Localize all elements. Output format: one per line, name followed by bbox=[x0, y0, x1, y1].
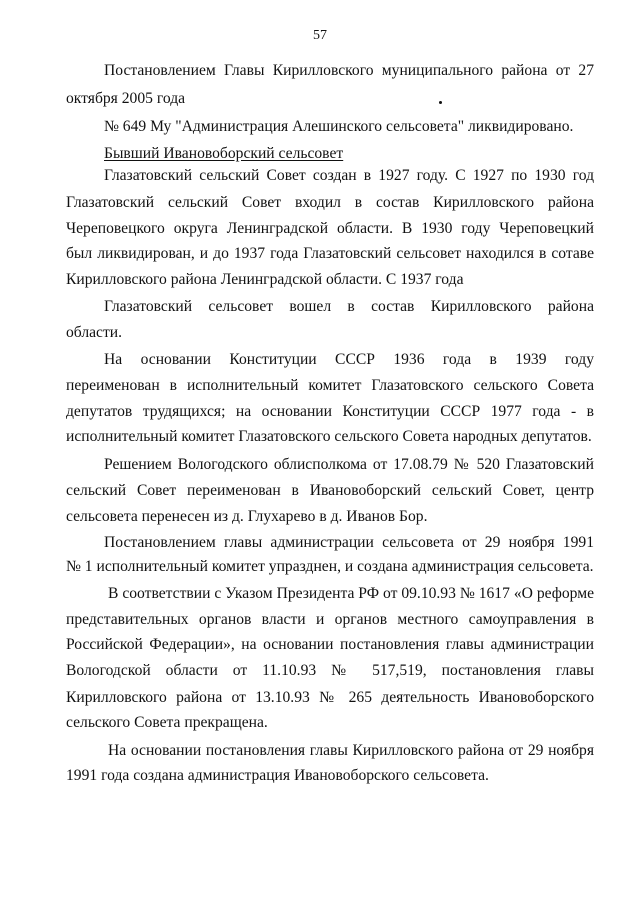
paragraph-line: На основании постановления главы Кирилловского района от 29 ноября bbox=[108, 742, 594, 759]
ink-speck bbox=[439, 101, 442, 104]
page-number: 57 bbox=[313, 28, 327, 43]
paragraph-line: Кирилловского района от 13.10.93 № 265 деятельность Ивановоборского bbox=[66, 689, 594, 706]
paragraph-line: Глазатовский сельсовет вошел в состав Кирилловского района bbox=[104, 298, 594, 315]
section-heading: Бывший Ивановоборский сельсовет bbox=[104, 145, 344, 162]
paragraph-line: сельского Совета прекращена. bbox=[66, 714, 268, 731]
paragraph-line: исполнительный комитет Глазатовского сельского Совета народных депутатов. bbox=[66, 428, 592, 445]
paragraph-line: № 1 исполнительный комитет упразднен, и создана администрация сельсовета. bbox=[66, 558, 594, 575]
paragraph-line: 1991 года создана администрация Ивановоборского сельсовета. bbox=[66, 767, 489, 784]
paragraph-line: Вологодской области от 11.10.93 № 517,519, постановления главы bbox=[66, 662, 594, 679]
paragraph-line: сельсовета перенесен из д. Глухарево в д. Иванов Бор. bbox=[66, 508, 428, 525]
paragraph-line: представительных органов власти и органов местного самоуправления в bbox=[66, 611, 594, 628]
paragraph-line: Череповецкого округа Ленинградской области. В 1930 году Череповецкий bbox=[66, 220, 594, 237]
paragraph-line: был ликвидирован, и до 1937 года Глазатовский сельсовет находился в сотаве bbox=[66, 245, 594, 262]
paragraph-line: Российской Федерации», на основании постановления главы администрации bbox=[66, 636, 594, 653]
paragraph-line: Глазатовский сельский Совет создан в 1927 году. С 1927 по 1930 год bbox=[104, 167, 594, 184]
paragraph-line: области. bbox=[66, 324, 123, 341]
paragraph-line: переименован в исполнительный комитет Глазатовского сельского Совета bbox=[66, 377, 594, 394]
paragraph-line: сельский Совет переименован в Ивановоборский сельский Совет, центр bbox=[66, 482, 594, 499]
paragraph-line: Кирилловского района Ленинградской области. С 1937 года bbox=[66, 271, 464, 288]
paragraph-line: № 649 Му "Администрация Алешинского сельсовета" ликвидировано. bbox=[104, 118, 574, 135]
paragraph-line: На основании Конституции СССР 1936 года в 1939 году bbox=[104, 351, 594, 368]
paragraph-line: В соответствии с Указом Президента РФ от 09.10.93 № 1617 «О реформе bbox=[108, 585, 594, 602]
paragraph-line: октября 2005 года bbox=[66, 90, 186, 107]
paragraph-line: Постановлением Главы Кирилловского муниципального района от 27 bbox=[104, 62, 594, 79]
paragraph-line: депутатов трудящихся; на основании Конституции СССР 1977 года - в bbox=[66, 403, 594, 420]
paragraph-line: Решением Вологодского облисполкома от 17.08.79 № 520 Глазатовский bbox=[104, 456, 594, 473]
paragraph-line: Глазатовский сельский Совет входил в состав Кирилловского района bbox=[66, 194, 594, 211]
paragraph-line: Постановлением главы администрации сельсовета от 29 ноября 1991 bbox=[104, 534, 594, 551]
